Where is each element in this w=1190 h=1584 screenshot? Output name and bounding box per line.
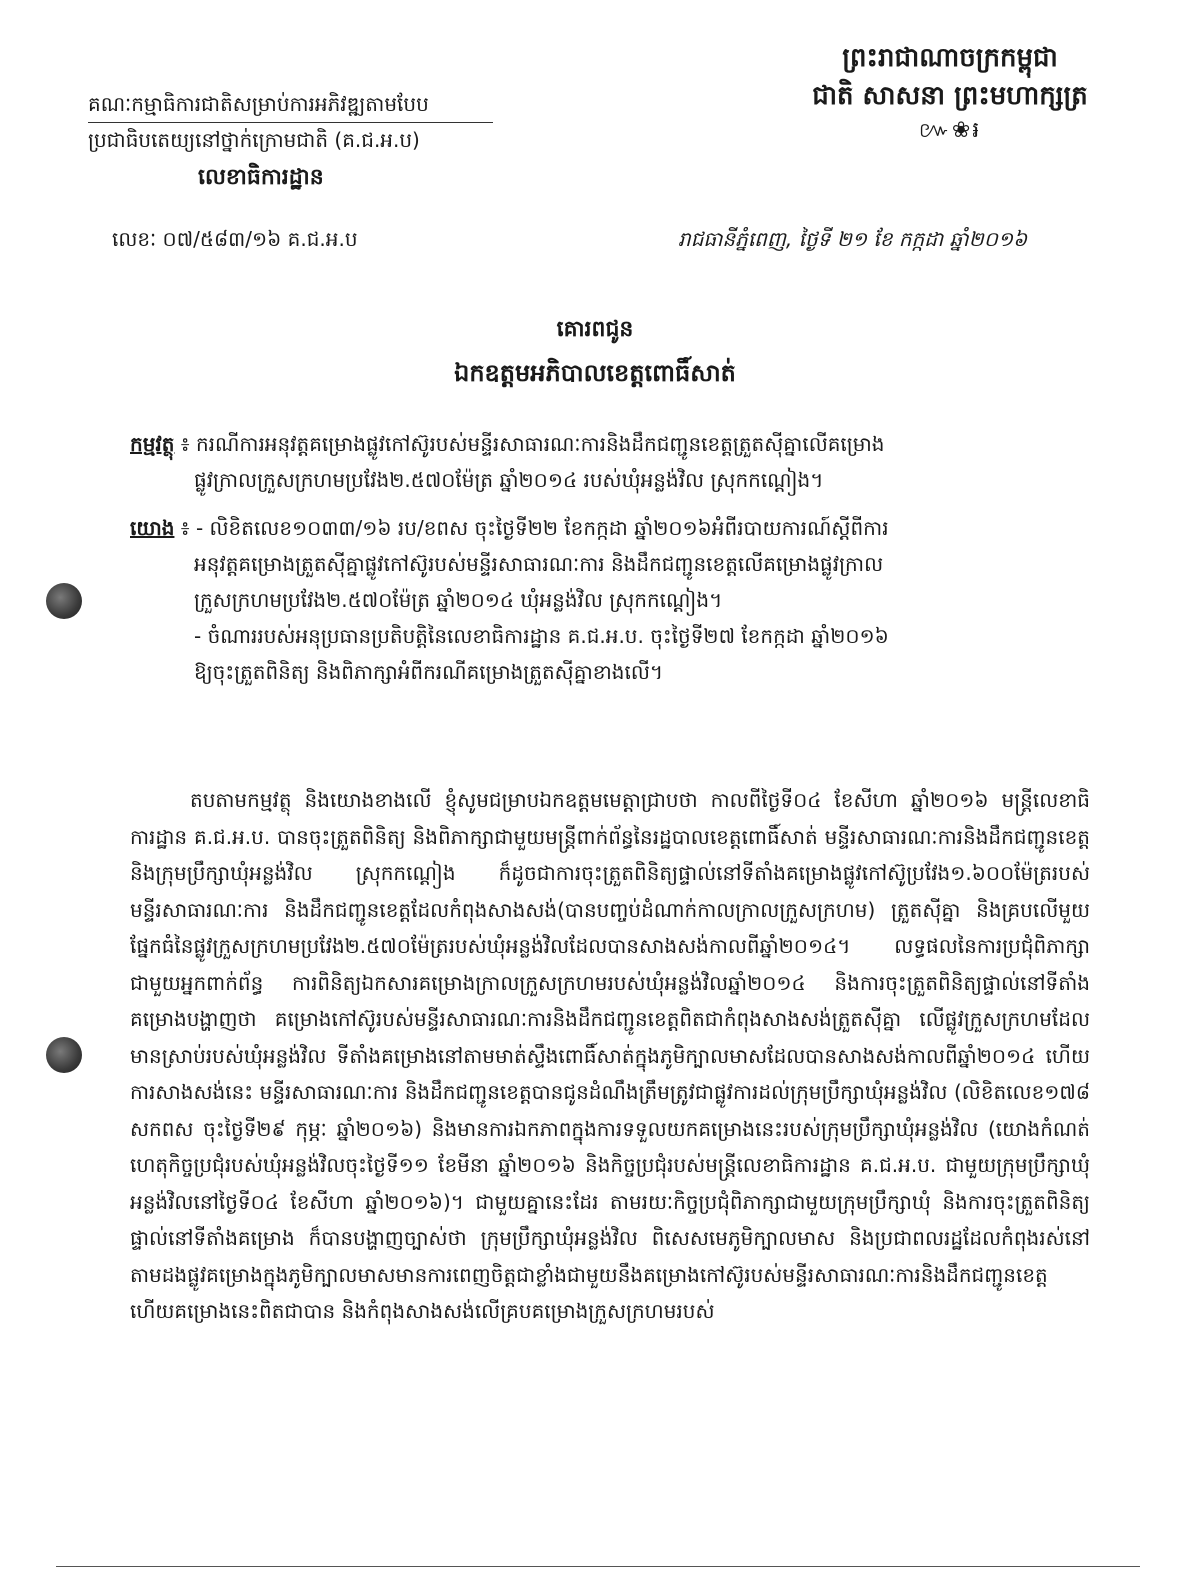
subject-text1: ៖ ករណីការអនុវត្តគម្រោងផ្លូវកៅស៊ូរបស់មន្ទីរសាធារណៈការនិងដឹកជញ្ជូនខេត្តត្រួតស៊ីគ្នាលើគម្រោង xyxy=(180,432,885,456)
reference-text4: - ចំណាររបស់អនុប្រធានប្រតិបត្តិនៃលេខាធិការដ្ឋាន គ.ជ.អ.ប. ចុះថ្ងៃទី២៧ ខែកក្កដា ឆ្នាំ២០១៦ xyxy=(194,624,889,648)
punch-hole xyxy=(46,583,82,619)
recipient: ឯកឧត្តមអភិបាលខេត្តពោធិ៍សាត់ xyxy=(454,359,736,387)
reference-number: លេខៈ ០៧/៥៨៣/១៦ គ.ជ.អ.ប xyxy=(112,227,358,251)
letter-body xyxy=(130,782,1090,1330)
reference-label: យោង xyxy=(130,516,175,540)
punch-hole xyxy=(46,1037,82,1073)
national-motto: ជាតិ សាសនា ព្រះមហាក្សត្រ xyxy=(812,81,1088,111)
date-line: រាជធានីភ្នំពេញ, ថ្ងៃទី ២១ ខែ កក្កដា ឆ្នាំ២០១៦ xyxy=(678,227,1028,251)
reference-text2: អនុវត្តគម្រោងត្រួតស៊ីគ្នាផ្លូវកៅស៊ូរបស់មន្ទីរសាធារណៈការ និងដឹកជញ្ជូនខេត្តលើគម្រោងផ្លូវក្រាល xyxy=(194,552,884,576)
salutation: គោរពជូន xyxy=(556,317,634,342)
reference-text1: ៖ - លិខិតលេខ១០៣៣/១៦ រប/ខពស ចុះថ្ងៃទី២២ ខែកក្កដា ឆ្នាំ២០១៦អំពីរបាយការណ៍ស្ដីពីការ xyxy=(180,516,889,540)
ornament-divider: ៚❀៛ xyxy=(918,118,982,143)
reference-text3: ក្រួសក្រហមប្រវែង២.៥៧០ម៉ែត្រ ឆ្នាំ២០១៤ ឃុំអន្លង់វិល ស្រុកកណ្ដៀង។ xyxy=(194,588,723,612)
kingdom-title: ព្រះរាជាណាចក្រកម្ពុជា xyxy=(842,43,1058,73)
kingdom-header xyxy=(760,40,1140,146)
org-underline xyxy=(88,122,493,123)
org-name-line2: ប្រជាធិបតេយ្យនៅថ្នាក់ក្រោមជាតិ (គ.ជ.អ.ប) xyxy=(88,128,420,152)
subject-label: កម្មវត្ថុ xyxy=(130,432,175,456)
body-paragraph: តបតាមកម្មវត្ថុ និងយោងខាងលើ ខ្ញុំសូមជម្រាបឯកឧត្តមមេត្តាជ្រាបថា កាលពីថ្ងៃទី០៤ ខែសីហា ឆ្នាំ២០១៦ មន្ត្រីលេខាធិការដ្ឋាន គ.ជ.អ.ប. បានចុះត្រួតពិនិត្យ និងពិភាក្សាជាមួយមន្ត្រីពាក់ព័ន្ធនៃរដ្ឋបាលខេត្តពោធិ៍សាត់ មន្ទីរសាធារណៈការនិងដឹកជញ្ជូនខេត្ត និងក្រុមប្រឹក្សាឃុំអន្លង់វិល ស្រុកកណ្ដៀង ក៏ដូចជាការចុះត្រួតពិនិត្យផ្ទាល់នៅទីតាំងគម្រោងផ្លូវកៅស៊ូប្រវែង១.៦០០ម៉ែត្ររបស់មន្ទីរសាធារណៈការ និងដឹកជញ្ជូនខេត្តដែលកំពុងសាងសង់(បានបញ្ចប់ដំណាក់កាលក្រាលក្រួសក្រហម) ត្រួតស៊ីគ្នា និងគ្របលើមួយផ្នែកធំនៃផ្លូវក្រួសក្រហមប្រវែង២.៥៧០ម៉ែត្ររបស់ឃុំអន្លង់វិលដែលបានសាងសង់កាលពីឆ្នាំ២០១៤។ លទ្ធផលនៃការប្រជុំពិភាក្សាជាមួយអ្នកពាក់ព័ន្ធ ការពិនិត្យឯកសារគម្រោងក្រាលក្រួសក្រហមរបស់ឃុំអន្លង់វិលឆ្នាំ២០១៤ និងការចុះត្រួតពិនិត្យផ្ទាល់នៅទីតាំង គម្រោងបង្ហាញថា គម្រោងកៅស៊ូរបស់មន្ទីរសាធារណៈការនិងដឹកជញ្ជូនខេត្តពិតជាកំពុងសាងសង់ត្រួតស៊ីគ្នា លើផ្លូវក្រួសក្រហមដែលមានស្រាប់របស់ឃុំអន្លង់វិល ទីតាំងគម្រោងនៅតាមមាត់ស្ទឹងពោធិ៍សាត់ក្នុងភូមិក្បាលមាសដែលបានសាងសង់កាលពីឆ្នាំ២០១៤ ហើយការសាងសង់នេះ មន្ទីរសាធារណៈការ និងដឹកជញ្ជូនខេត្តបានជូនដំណឹងត្រឹមត្រូវជាផ្លូវការដល់ក្រុមប្រឹក្សាឃុំអន្លង់វិល (លិខិតលេខ១៧៨ សកពស ចុះថ្ងៃទី២៩ កុម្ភៈ ឆ្នាំ២០១៦) និងមានការឯកភាពក្នុងការទទួលយកគម្រោងនេះរបស់ក្រុមប្រឹក្សាឃុំអន្លង់វិល (យោងកំណត់ ហេតុកិច្ចប្រជុំរបស់ឃុំអន្លង់វិលចុះថ្ងៃទី១១ ខែមីនា ឆ្នាំ២០១៦ និងកិច្ចប្រជុំរបស់មន្ត្រីលេខាធិការដ្ឋាន គ.ជ.អ.ប. ជាមួយក្រុមប្រឹក្សាឃុំអន្លង់វិលនៅថ្ងៃទី០៤ ខែសីហា ឆ្នាំ២០១៦)។ ជាមួយគ្នានេះដែរ តាមរយៈកិច្ចប្រជុំពិភាក្សាជាមួយក្រុមប្រឹក្សាឃុំ និងការចុះត្រួតពិនិត្យផ្ទាល់នៅទីតាំងគម្រោង ក៏បានបង្ហាញច្បាស់ថា ក្រុមប្រឹក្សាឃុំអន្លង់វិល ពិសេសមេភូមិក្បាលមាស និងប្រជាពលរដ្ឋដែលកំពុងរស់នៅតាមដងផ្លូវគម្រោងក្នុងភូមិក្បាលមាសមានការពេញចិត្តជាខ្លាំងជាមួយនឹងគម្រោងកៅស៊ូរបស់មន្ទីរសាធារណៈការនិងដឹកជញ្ជូនខេត្ត ហើយគម្រោងនេះពិតជាបាន និងកំពុងសាងសង់លើគ្របគម្រោងក្រួសក្រហមរបស់ xyxy=(130,788,1090,1323)
bottom-rule xyxy=(56,1566,1140,1567)
addressee-block xyxy=(0,310,1190,396)
reference-text5: ឱ្យចុះត្រួតពិនិត្យ និងពិភាក្សាអំពីករណីគម្រោងត្រួតស៊ីគ្នាខាងលើ។ xyxy=(194,660,664,684)
subject-line1 xyxy=(130,426,1090,462)
reference-section xyxy=(130,510,1090,690)
reference-line1 xyxy=(130,510,1090,546)
subject-text2: ផ្លូវក្រាលក្រួសក្រហមប្រវែង២.៥៧០ម៉ែត្រ ឆ្នាំ២០១៤ របស់ឃុំអន្លង់វិល ស្រុកកណ្ដៀង។ xyxy=(194,468,824,492)
secretariat-title: លេខាធិការដ្ឋាន xyxy=(198,165,324,190)
org-name-line1: គណៈកម្មាធិការជាតិសម្រាប់ការអភិវឌ្ឍតាមបែប xyxy=(88,92,429,116)
subject-section xyxy=(130,426,1090,498)
organization-header xyxy=(88,86,608,198)
